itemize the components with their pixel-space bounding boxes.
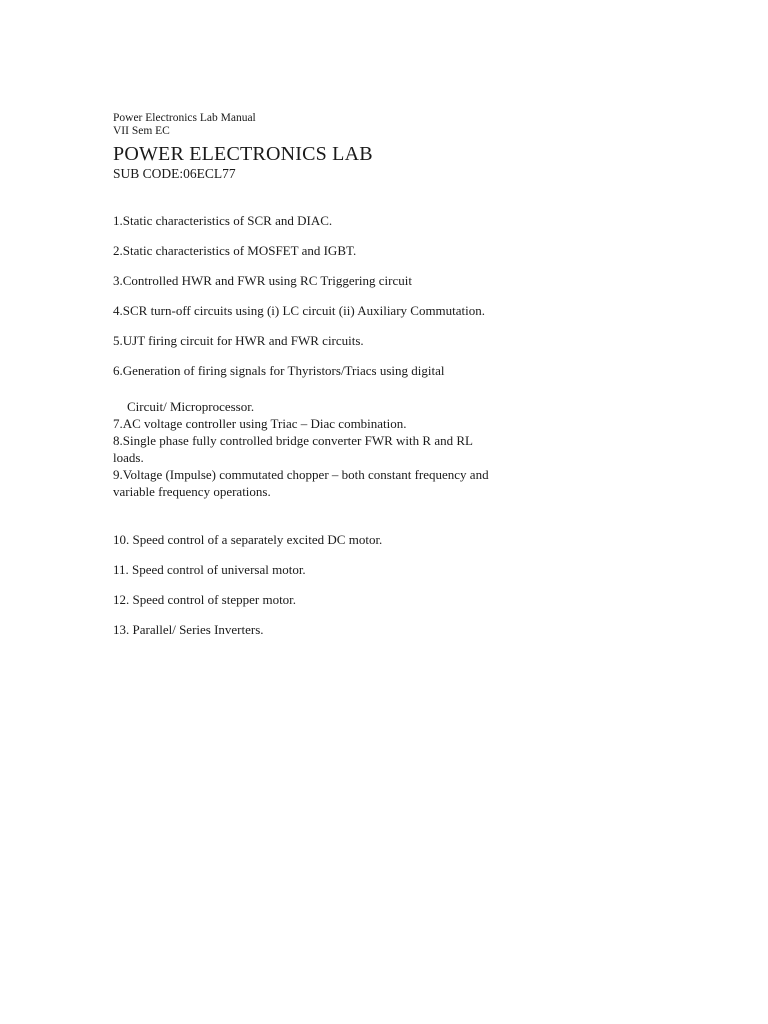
experiment-11: 11. Speed control of universal motor.: [113, 562, 306, 577]
sub-code: SUB CODE:06ECL77: [113, 166, 236, 181]
experiment-1: 1.Static characteristics of SCR and DIAC.: [113, 213, 333, 228]
experiment-8-line-2: loads.: [113, 450, 144, 465]
experiment-4: 4.SCR turn-off circuits using (i) LC circuit (ii) Auxiliary Commutation.: [113, 303, 486, 318]
header-semester: VII Sem EC: [113, 125, 170, 137]
experiment-2: 2.Static characteristics of MOSFET and IGBT.: [113, 243, 357, 258]
experiment-6-line-1: 6.Generation of firing signals for Thyristors/Triacs using digital: [113, 363, 445, 378]
experiment-13: 13. Parallel/ Series Inverters.: [113, 622, 264, 637]
experiment-9-line-2: variable frequency operations.: [113, 484, 271, 499]
experiment-8-line-1: 8.Single phase fully controlled bridge converter FWR with R and RL: [113, 433, 473, 448]
experiment-6-line-2: Circuit/ Microprocessor.: [127, 399, 255, 414]
experiment-3: 3.Controlled HWR and FWR using RC Triggering circuit: [113, 273, 412, 288]
experiment-5: 5.UJT firing circuit for HWR and FWR circuits.: [113, 333, 364, 348]
experiment-12: 12. Speed control of stepper motor.: [113, 592, 297, 607]
experiment-7: 7.AC voltage controller using Triac – Diac combination.: [113, 416, 407, 431]
experiment-9-line-1: 9.Voltage (Impulse) commutated chopper – both constant frequency and: [113, 467, 489, 482]
experiment-10: 10. Speed control of a separately excited DC motor.: [113, 532, 383, 547]
header-manual-title: Power Electronics Lab Manual: [113, 112, 256, 124]
page-title: POWER ELECTRONICS LAB: [113, 143, 373, 165]
